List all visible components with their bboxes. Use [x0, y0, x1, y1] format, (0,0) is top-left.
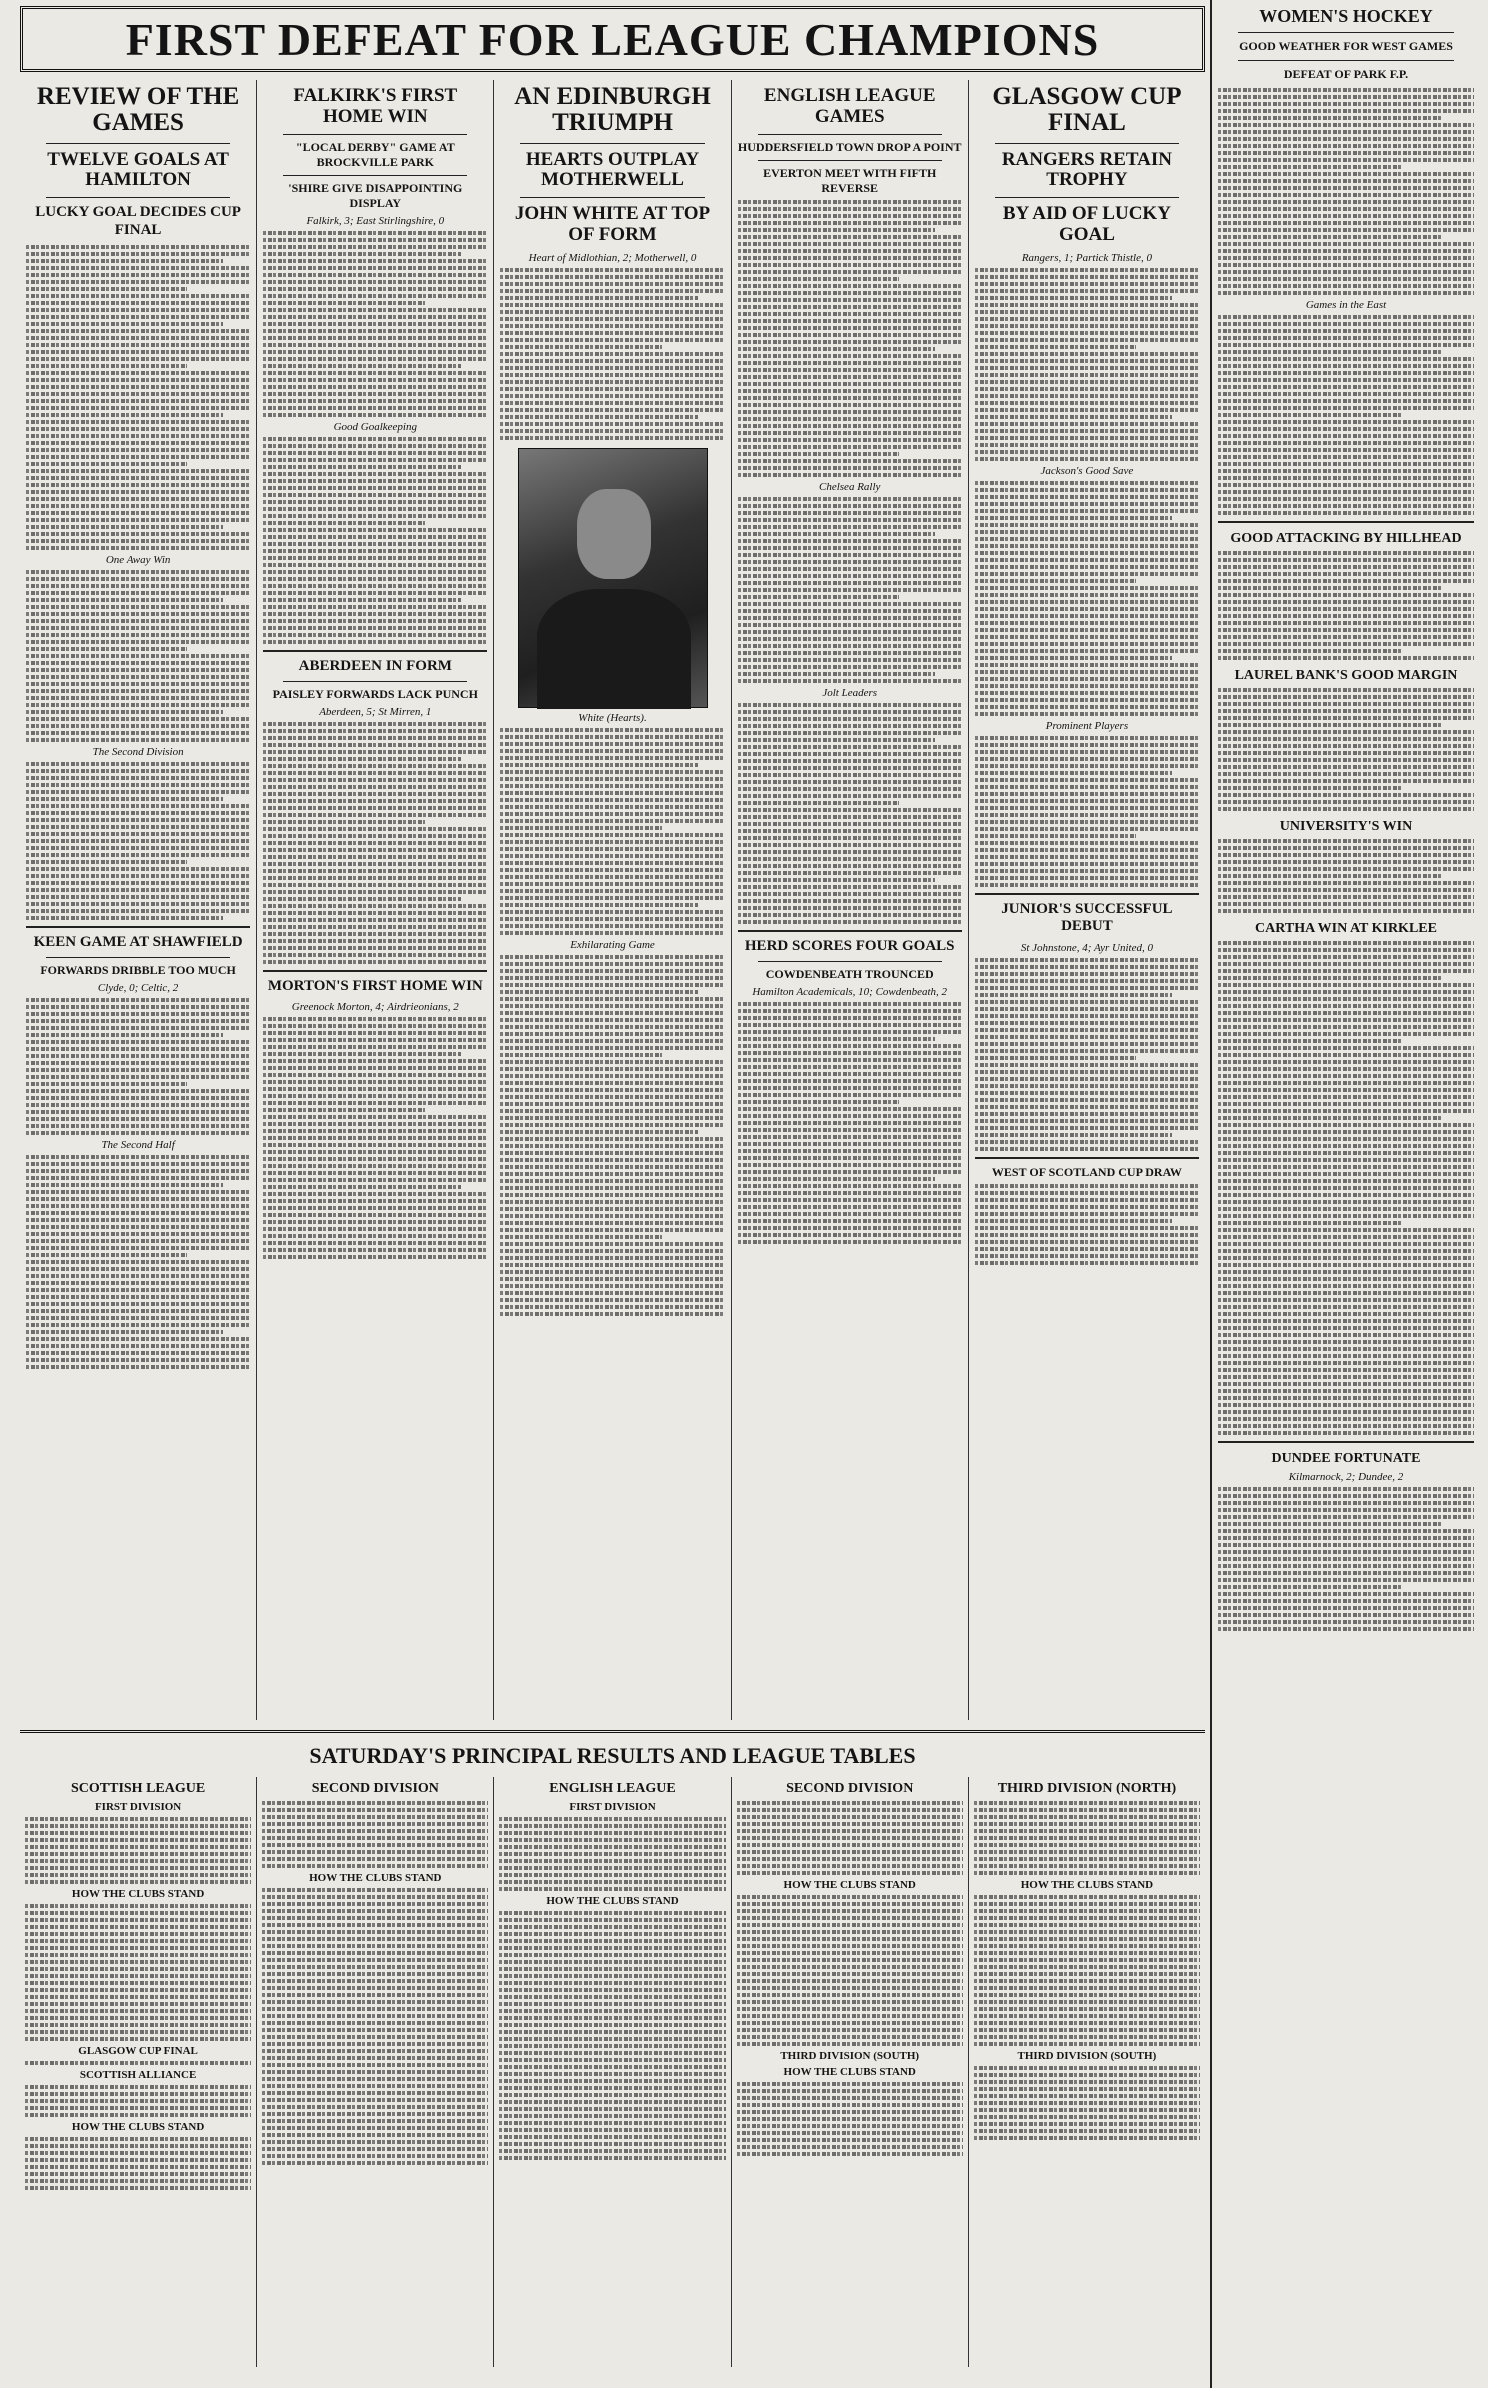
headline-twelve-goals: TWELVE GOALS AT HAMILTON	[47, 148, 229, 191]
league-heading: SECOND DIVISION	[786, 1781, 914, 1796]
article-text	[500, 728, 724, 935]
score-rangers: Rangers, 1; Partick Thistle, 0	[1021, 252, 1152, 265]
divider	[1218, 1441, 1474, 1443]
article-text	[975, 958, 1199, 1151]
divider	[283, 134, 467, 135]
subhead-chelsea-rally: Chelsea Rally	[819, 480, 881, 493]
results-list	[737, 1801, 963, 1875]
headline-womens-hockey: WOMEN'S HOCKEY	[1259, 6, 1433, 26]
score-hearts: Heart of Midlothian, 2; Motherwell, 0	[528, 252, 697, 265]
divider	[1238, 32, 1454, 33]
headline-local-derby: "LOCAL DERBY" GAME AT BROCKVILLE PARK	[295, 139, 455, 169]
league-table	[262, 1888, 488, 2165]
league-subheading: HOW THE CLUBS STAND	[309, 1872, 442, 1884]
article-text	[738, 703, 962, 924]
headline-forwards-dribble: FORWARDS DRIBBLE TOO MUCH	[40, 963, 236, 978]
divider	[995, 143, 1179, 144]
league-subheading: THIRD DIVISION (SOUTH)	[780, 2050, 920, 2062]
column-english-league	[732, 80, 969, 1720]
results-list	[262, 1801, 488, 1868]
divider	[283, 175, 467, 176]
headline-edinburgh: AN EDINBURGH TRIUMPH	[514, 83, 711, 137]
column-glasgow-cup	[969, 80, 1205, 1720]
league-table	[974, 1895, 1200, 2046]
article-text	[1218, 1487, 1474, 1631]
league-table	[737, 2082, 963, 2156]
results-list	[499, 1817, 725, 1891]
headline-lucky-goal: LUCKY GOAL DECIDES CUP FINAL	[35, 204, 241, 238]
subhead-games-east: Games in the East	[1305, 299, 1387, 311]
league-heading: SECOND DIVISION	[311, 1781, 439, 1796]
article-text	[738, 200, 962, 477]
article-text	[975, 736, 1199, 887]
article-text	[263, 1017, 487, 1259]
article-text	[1218, 688, 1474, 811]
headline-west-of-scotland: WEST OF SCOTLAND CUP DRAW	[991, 1164, 1182, 1179]
divider	[975, 893, 1199, 895]
league-scottish-second	[257, 1777, 494, 2367]
results-list	[25, 2085, 251, 2117]
divider	[758, 961, 942, 962]
score-kilmarnock-dundee: Kilmarnock, 2; Dundee, 2	[1288, 1471, 1404, 1484]
headline-university: UNIVERSITY'S WIN	[1279, 819, 1413, 835]
article-text	[26, 570, 250, 742]
league-subheading: HOW THE CLUBS STAND	[783, 2066, 916, 2078]
divider	[283, 681, 467, 682]
subhead-exhilarating-game: Exhilarating Game	[570, 939, 655, 952]
headline-shawfield: KEEN GAME AT SHAWFIELD	[33, 933, 243, 950]
subhead-second-half: The Second Half	[101, 1139, 175, 1152]
divider	[263, 970, 487, 972]
article-text	[1218, 88, 1474, 295]
main-headline: FIRST DEFEAT FOR LEAGUE CHAMPIONS	[125, 13, 1100, 65]
subhead-jacksons-save: Jackson's Good Save	[1040, 465, 1134, 478]
article-text	[26, 762, 250, 920]
league-subheading: FIRST DIVISION	[94, 1801, 182, 1813]
article-text	[263, 722, 487, 964]
column-review	[20, 80, 257, 1720]
headline-cartha: CARTHA WIN AT KIRKLEE	[1255, 921, 1437, 937]
article-text	[26, 245, 250, 550]
score-aberdeen: Aberdeen, 5; St Mirren, 1	[319, 706, 432, 719]
article-text	[975, 481, 1199, 716]
column-falkirk	[257, 80, 494, 1720]
divider	[520, 197, 704, 198]
headline-huddersfield: HUDDERSFIELD TOWN DROP A POINT	[737, 139, 962, 154]
headline-morton: MORTON'S FIRST HOME WIN	[267, 978, 483, 995]
league-subheading: HOW THE CLUBS STAND	[546, 1895, 679, 1907]
headline-dundee: DUNDEE FORTUNATE	[1271, 1451, 1421, 1467]
divider	[975, 1157, 1199, 1159]
article-text	[26, 1155, 250, 1369]
subhead-jolt-leaders: Jolt Leaders	[822, 686, 878, 699]
headline-hearts: HEARTS OUTPLAY MOTHERWELL	[525, 148, 700, 191]
divider	[26, 926, 250, 928]
divider	[1238, 60, 1454, 61]
score-falkirk: Falkirk, 3; East Stirlingshire, 0	[306, 214, 445, 227]
league-table	[499, 1911, 725, 2160]
article-text	[975, 1184, 1199, 1265]
results-list	[974, 2066, 1200, 2140]
league-table	[25, 1904, 251, 2041]
headline-glasgow-cup: GLASGOW CUP FINAL	[992, 83, 1182, 137]
player-photo	[518, 448, 708, 708]
headline-paisley: PAISLEY FORWARDS LACK PUNCH	[272, 687, 478, 702]
article-text	[500, 268, 724, 440]
headline-everton: EVERTON MEET WITH FIFTH REVERSE	[763, 165, 937, 195]
league-subheading: SCOTTISH ALLIANCE	[79, 2069, 197, 2081]
headline-aberdeen: ABERDEEN IN FORM	[298, 657, 452, 674]
column-edinburgh	[494, 80, 731, 1720]
headline-laurel-bank: LAUREL BANK'S GOOD MARGIN	[1234, 668, 1458, 684]
divider	[46, 143, 230, 144]
score-morton: Greenock Morton, 4; Airdrieonians, 2	[291, 1001, 459, 1014]
divider	[46, 197, 230, 198]
headline-juniors-debut: JUNIOR'S SUCCESSFUL DEBUT	[1001, 901, 1173, 935]
divider	[1218, 521, 1474, 523]
results-list	[25, 2061, 251, 2065]
league-subheading: HOW THE CLUBS STAND	[783, 1879, 916, 1891]
headline-park-fp: DEFEAT OF PARK F.P.	[1283, 67, 1409, 81]
league-scottish	[20, 1777, 257, 2367]
league-heading: THIRD DIVISION (NORTH)	[997, 1781, 1177, 1796]
article-text	[738, 1002, 962, 1244]
headline-english-league: ENGLISH LEAGUE GAMES	[763, 85, 936, 127]
subhead-one-away-win: One Away Win	[105, 553, 171, 566]
column-womens-hockey	[1210, 0, 1480, 2388]
headline-good-weather: GOOD WEATHER FOR WEST GAMES	[1239, 39, 1453, 53]
headline-rangers-retain: RANGERS RETAIN TROPHY	[1001, 148, 1172, 191]
results-list	[25, 1817, 251, 1884]
article-text	[263, 437, 487, 644]
article-text	[1218, 551, 1474, 660]
subhead-second-division: The Second Division	[92, 745, 184, 758]
subhead-prominent-players: Prominent Players	[1045, 720, 1129, 733]
divider	[758, 160, 942, 161]
league-table	[737, 1895, 963, 2046]
headline-falkirk: FALKIRK'S FIRST HOME WIN	[293, 85, 458, 127]
newspaper-page	[20, 0, 1205, 2388]
divider	[738, 930, 962, 932]
photo-caption: White (Hearts).	[578, 712, 647, 725]
headline-review: REVIEW OF THE GAMES	[36, 83, 240, 137]
league-subheading: GLASGOW CUP FINAL	[78, 2045, 198, 2057]
subhead-good-goalkeeping: Good Goalkeeping	[333, 420, 417, 433]
league-subheading: FIRST DIVISION	[569, 1801, 656, 1813]
headline-cowdenbeath: COWDENBEATH TROUNCED	[765, 967, 934, 982]
article-text	[26, 998, 250, 1135]
headline-herd: HERD SCORES FOUR GOALS	[744, 937, 955, 954]
league-subheading: HOW THE CLUBS STAND	[1020, 1879, 1154, 1891]
score-st-johnstone: St Johnstone, 4; Ayr United, 0	[1020, 941, 1153, 954]
league-tables	[20, 1777, 1205, 2367]
headline-lucky-goal-cup: BY AID OF LUCKY GOAL	[1002, 203, 1171, 246]
headline-john-white: JOHN WHITE AT TOP OF FORM	[514, 203, 711, 246]
league-subheading: HOW THE CLUBS STAND	[71, 2121, 205, 2133]
divider	[758, 134, 942, 135]
results-list	[974, 1801, 1200, 1875]
score-hamilton: Hamilton Academicals, 10; Cowdenbeath, 2	[752, 986, 948, 999]
article-text	[975, 268, 1199, 461]
article-text	[1218, 839, 1474, 913]
league-subheading: THIRD DIVISION (SOUTH)	[1017, 2050, 1157, 2062]
league-english	[494, 1777, 731, 2367]
divider	[263, 650, 487, 652]
article-text	[738, 497, 962, 683]
article-text	[1218, 315, 1474, 515]
headline-hillhead: GOOD ATTACKING BY HILLHEAD	[1230, 531, 1462, 546]
headline-shire-display: 'SHIRE GIVE DISAPPOINTING DISPLAY	[288, 180, 463, 210]
league-subheading: HOW THE CLUBS STAND	[71, 1888, 205, 1900]
results-title: SATURDAY'S PRINCIPAL RESULTS AND LEAGUE TABLES	[309, 1743, 916, 1768]
league-english-second	[732, 1777, 969, 2367]
article-text	[500, 955, 724, 1316]
league-heading: SCOTTISH LEAGUE	[70, 1781, 206, 1796]
league-table	[25, 2137, 251, 2190]
league-heading: ENGLISH LEAGUE	[549, 1781, 676, 1796]
article-text	[1218, 941, 1474, 1435]
score-clyde-celtic: Clyde, 0; Celtic, 2	[97, 982, 179, 995]
divider	[46, 957, 230, 958]
league-third-north	[969, 1777, 1205, 2367]
article-text	[263, 231, 487, 417]
banner	[20, 6, 1205, 72]
divider	[995, 197, 1179, 198]
divider	[520, 143, 704, 144]
results-section	[20, 1730, 1205, 2380]
article-columns	[20, 80, 1205, 1720]
